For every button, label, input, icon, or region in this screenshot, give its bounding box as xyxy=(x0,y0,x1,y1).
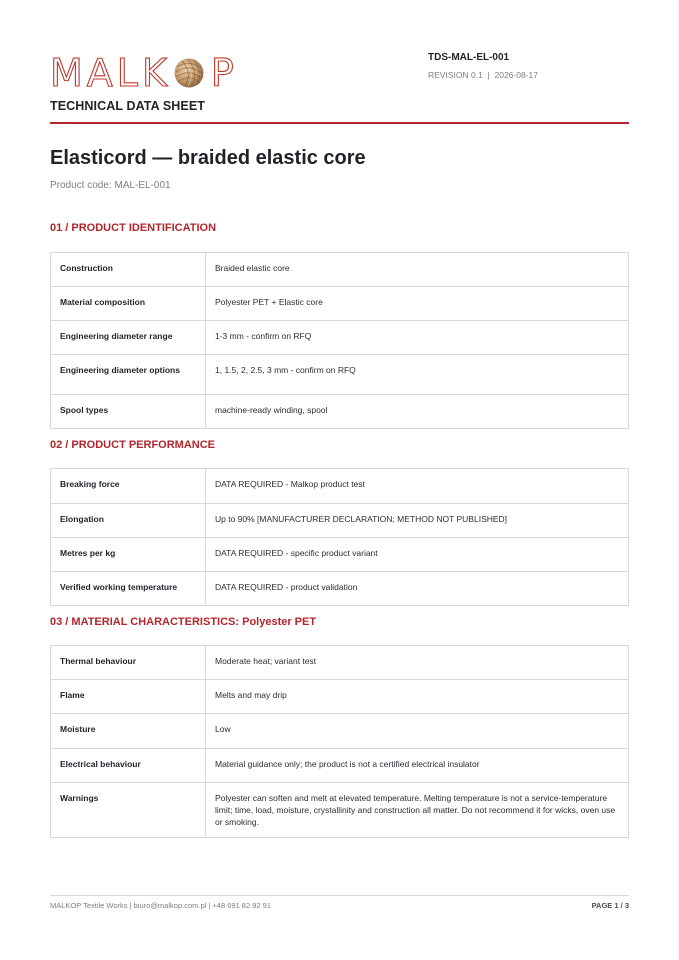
yarn-ball-icon xyxy=(173,57,205,89)
product-code: Product code: MAL-EL-001 xyxy=(50,180,171,191)
table-row xyxy=(51,680,629,714)
performance-table xyxy=(50,468,629,606)
row-value: Polyester can soften and melt at elevated temperature. Melting temperature is not a service-temperature limit; time, load, moisture, crystallinity and construction all matter. Do not recommend it for wicks, oven use or smoking. xyxy=(206,783,629,838)
row-label: Spool types xyxy=(51,395,206,429)
row-label: Moisture xyxy=(51,714,206,749)
document-id: TDS-MAL-EL-001 xyxy=(428,52,510,63)
table-row xyxy=(51,572,629,606)
section-title-identification: 01 / PRODUCT IDENTIFICATION xyxy=(50,222,217,234)
table-row xyxy=(51,504,629,538)
row-value: Moderate heat; variant test xyxy=(206,646,629,680)
row-value: Low xyxy=(206,714,629,749)
logo-text-right: P xyxy=(210,51,238,95)
company-logo xyxy=(50,51,238,95)
row-label: Verified working temperature xyxy=(51,572,206,606)
row-label: Engineering diameter range xyxy=(51,321,206,355)
identification-table xyxy=(50,252,629,429)
table-row xyxy=(51,321,629,355)
table-row xyxy=(51,714,629,749)
row-value: DATA REQUIRED - Malkop product test xyxy=(206,469,629,504)
row-label: Flame xyxy=(51,680,206,714)
row-label: Construction xyxy=(51,253,206,287)
footer-divider xyxy=(50,895,629,896)
table-row xyxy=(51,469,629,504)
revision-separator: | xyxy=(487,70,490,80)
section-title-performance: 02 / PRODUCT PERFORMANCE xyxy=(50,439,216,451)
row-value: Melts and may drip xyxy=(206,680,629,714)
footer-contact: MALKOP Textile Works | biuro@malkop.com.pl | +48 691 82 92 91 xyxy=(50,901,271,910)
row-value: machine-ready winding, spool xyxy=(206,395,629,429)
product-title: Elasticord — braided elastic core xyxy=(50,147,366,169)
row-label: Material composition xyxy=(51,287,206,321)
row-label: Breaking force xyxy=(51,469,206,504)
table-row xyxy=(51,749,629,783)
table-row xyxy=(51,646,629,680)
row-value: Up to 90% [MANUFACTURER DECLARATION; METHOD NOT PUBLISHED] xyxy=(206,504,629,538)
row-value: Material guidance only; the product is not a certified electrical insulator xyxy=(206,749,629,783)
row-label: Electrical behaviour xyxy=(51,749,206,783)
header-divider xyxy=(50,122,629,124)
table-row xyxy=(51,538,629,572)
row-label: Engineering diameter options xyxy=(51,355,206,395)
row-value: DATA REQUIRED - specific product variant xyxy=(206,538,629,572)
logo-text-left: MALK xyxy=(50,51,171,95)
row-value: 1, 1.5, 2, 2.5, 3 mm - confirm on RFQ xyxy=(206,355,629,395)
page-header xyxy=(50,50,629,125)
table-row xyxy=(51,355,629,395)
table-row xyxy=(51,287,629,321)
row-value: Polyester PET + Elastic core xyxy=(206,287,629,321)
row-value: DATA REQUIRED - product validation xyxy=(206,572,629,606)
document-revision xyxy=(428,70,538,80)
table-row xyxy=(51,783,629,838)
table-row xyxy=(51,395,629,429)
row-label: Warnings xyxy=(51,783,206,838)
document-type: TECHNICAL DATA SHEET xyxy=(50,99,206,113)
revision-date: 2026-08-17 xyxy=(494,70,538,80)
row-label: Elongation xyxy=(51,504,206,538)
section-title-material: 03 / MATERIAL CHARACTERISTICS: Polyester PET xyxy=(50,616,317,628)
page-number: PAGE 1 / 3 xyxy=(591,901,629,910)
row-value: 1-3 mm - confirm on RFQ xyxy=(206,321,629,355)
row-label: Thermal behaviour xyxy=(51,646,206,680)
revision-label: REVISION 0.1 xyxy=(428,70,483,80)
row-label: Metres per kg xyxy=(51,538,206,572)
table-row xyxy=(51,253,629,287)
row-value: Braided elastic core xyxy=(206,253,629,287)
material-table xyxy=(50,645,629,838)
